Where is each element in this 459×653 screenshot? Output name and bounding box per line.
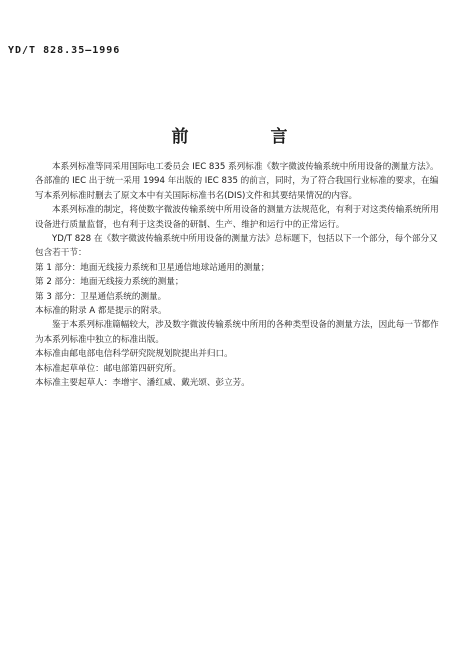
paragraph-drafting-unit: 本标准起草单位：邮电部第四研究所。 [35,363,182,374]
list-item-part-1: 第 1 部分：地面无线接力系统和卫星通信地球站通用的测量； [35,262,270,273]
paragraph-adoption: 本系列标准等同采用国际电工委员会 IEC 835 系列标准《数字微波传输系统中所用设备的测量方法》。各部准的 IEC 出于统一采用 1994 年出版的 IEC 835 的前言，同时，为了符合我国行业标准的要求，在编写本系列标准时删去了原文本中有关国际标准书名(DIS)文件和其要结果情况的内容。 [35,162,439,201]
paragraph-publication: 鉴于本系列标准篇幅较大，涉及数字微波传输系统中所用的各种类型设备的测量方法，因此每一节都作为本系列标准中独立的标准出版。 [35,320,439,345]
document-body [35,160,439,391]
list-item-part-2: 第 2 部分：地面无线接力系统的测量； [35,277,184,288]
document-code: YD/T 828.35—1996 [8,45,121,56]
page-title: 前 言 [171,127,326,147]
list-item-part-3: 第 3 部分：卫星通信系统的测量。 [35,291,167,302]
paragraph-drafters: 本标准主要起草人：李增宇、潘红威、戴光颂、彭立芳。 [35,378,250,389]
paragraph-proposer: 本标准由邮电部电信科学研究院规划院提出并归口。 [35,349,233,360]
paragraph-structure: YD/T 828 在《数字微波传输系统中所用设备的测量方法》总标题下，包括以下一个部分，每个部分又包含若干节： [35,234,438,259]
paragraph-appendix: 本标准的附录 A 都是提示的附录。 [35,306,167,317]
paragraph-purpose: 本系列标准的制定，将使数字微波传输系统中所用设备的测量方法规范化，有利于对这类传输系统所用设备进行质量监督，也有利于这类设备的研制、生产、维护和运行中的正常运行。 [35,205,439,230]
